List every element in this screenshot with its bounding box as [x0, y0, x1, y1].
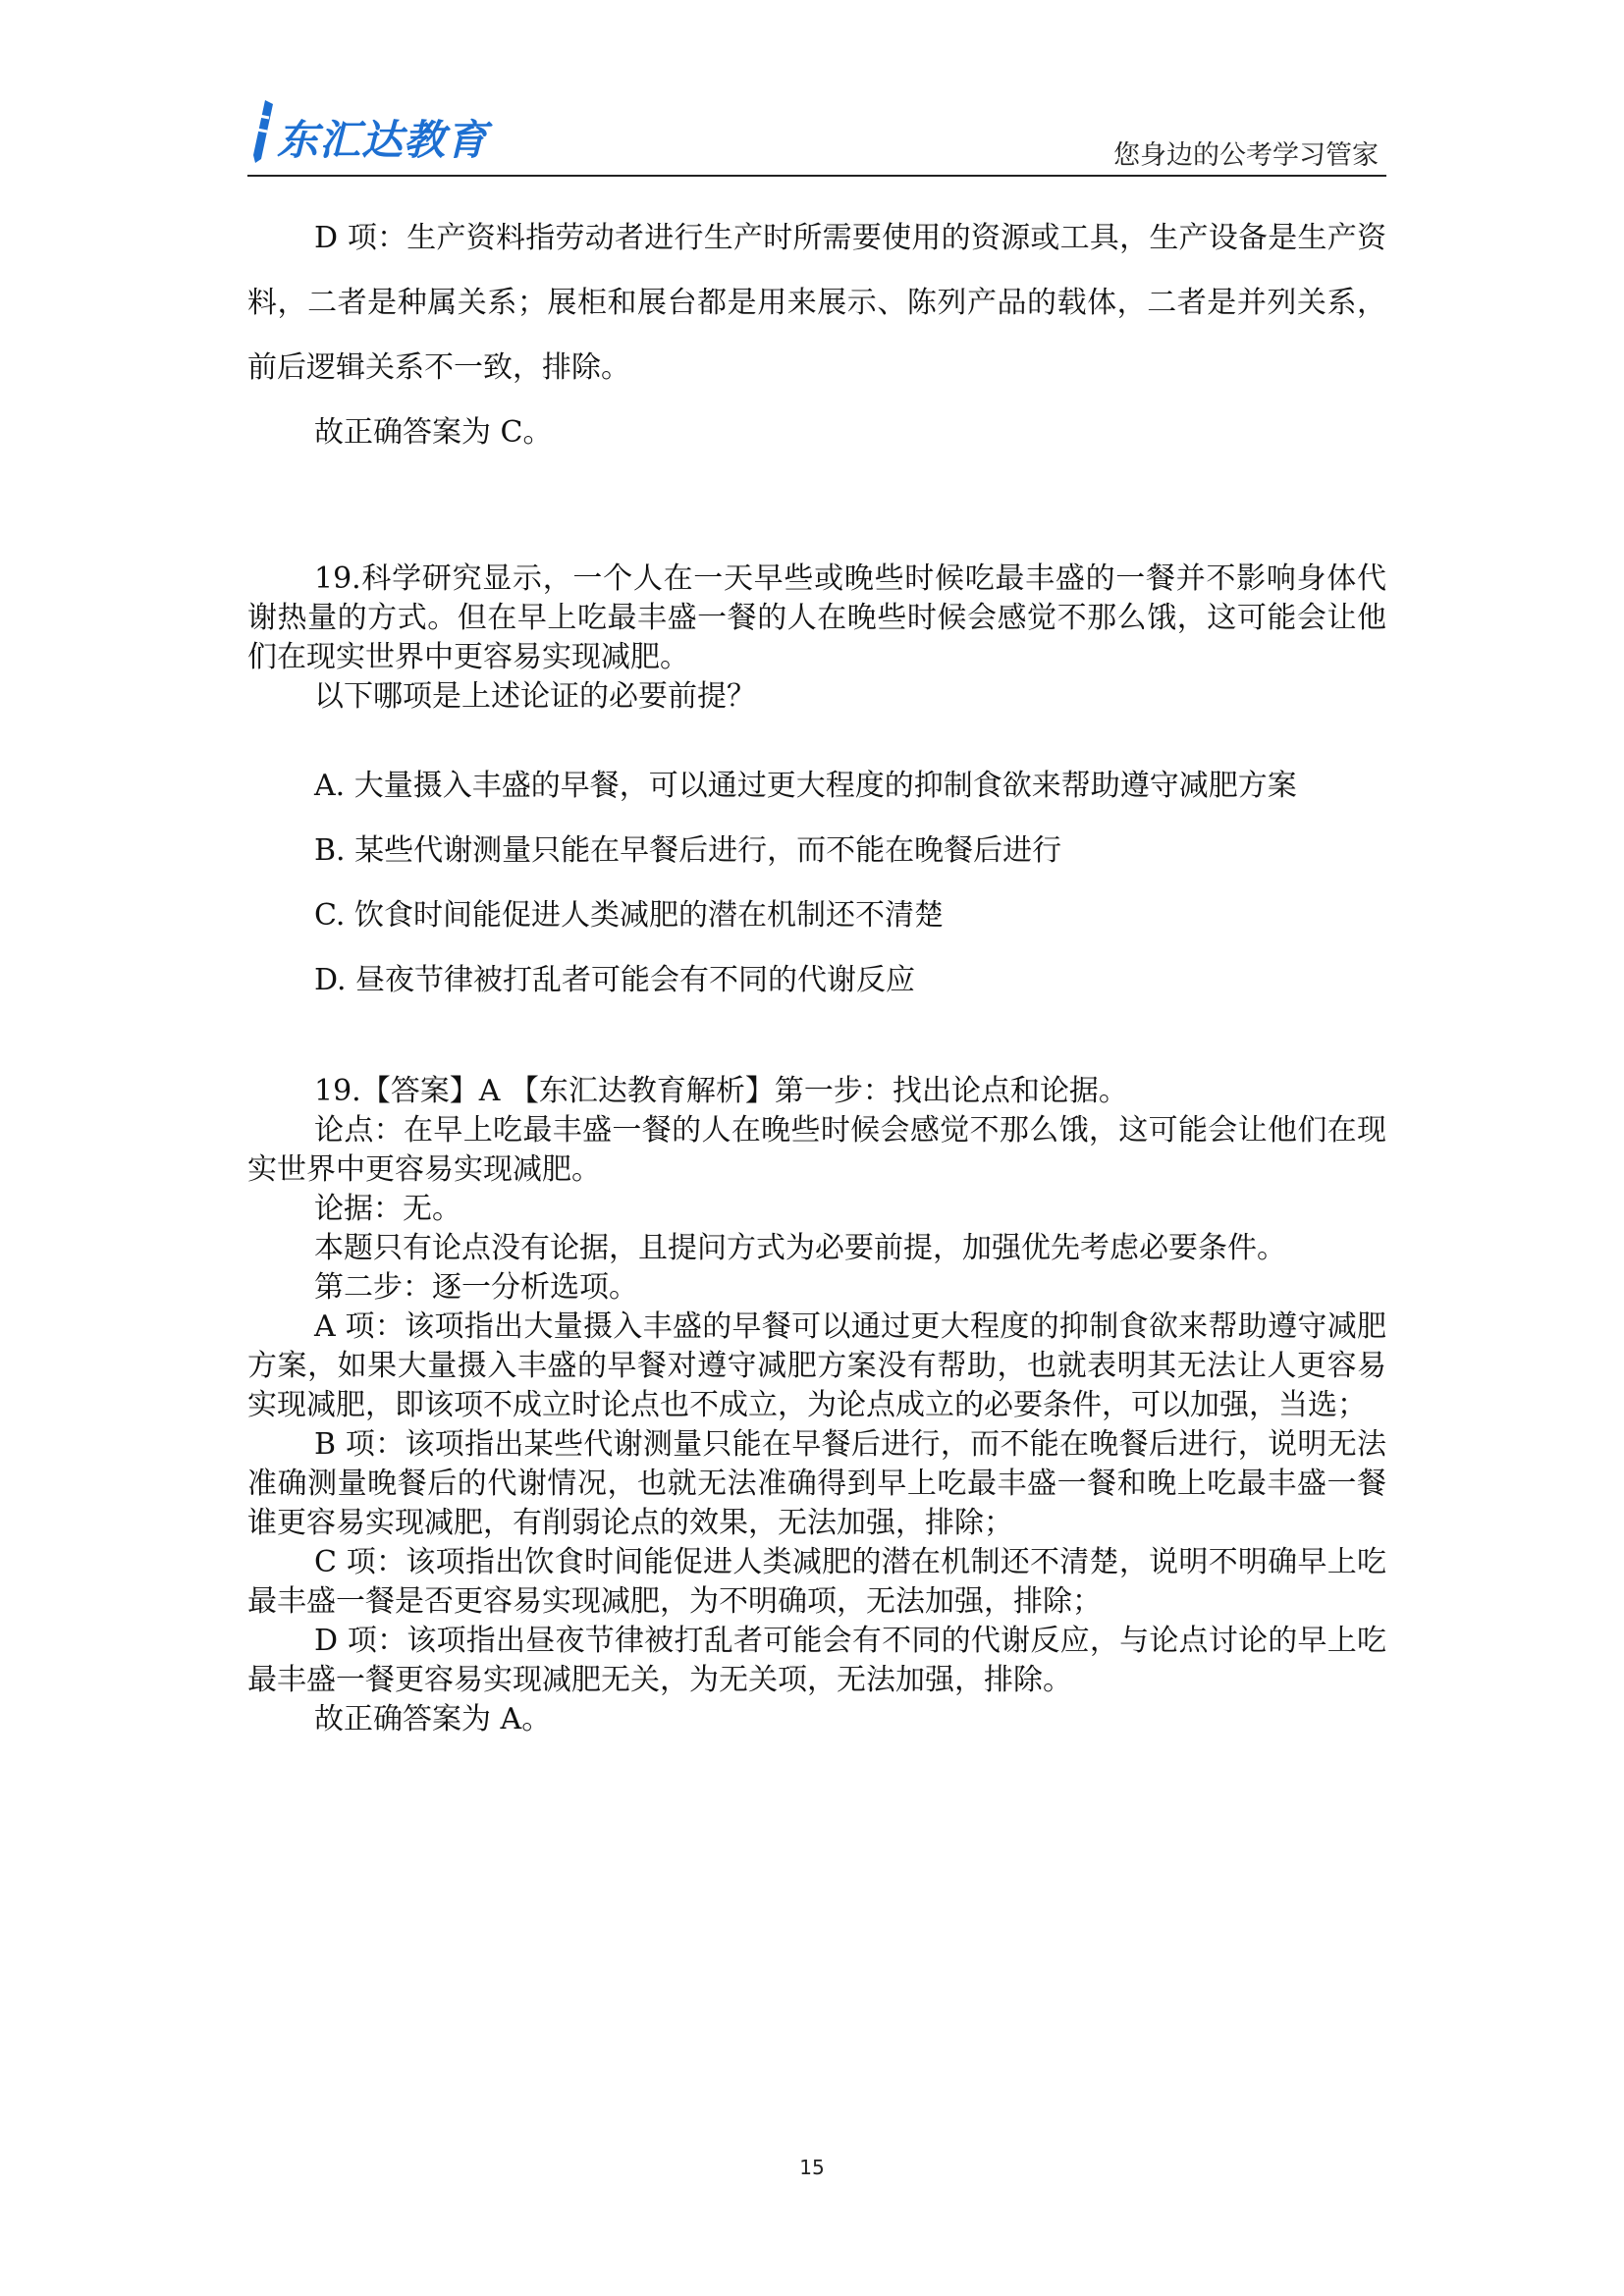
- answer-evidence: 论据：无。: [314, 1192, 461, 1226]
- prev-option-d-analysis: D 项：生产资料指劳动者进行生产时所需要使用的资源或工具，生产设备是生产资料，二者是种属关系；展柜和展台都是用来展示、陈列产品的载体，二者是并列关系，前后逻辑关系不一致，排除。: [247, 221, 1386, 385]
- brand-logo: [247, 90, 493, 169]
- answer-conclusion: 故正确答案为 A。: [314, 1702, 552, 1736]
- answer-item-a: A 项：该项指出大量摄入丰盛的早餐可以通过更大程度的抑制食欲来帮助遵守减肥方案，如果大量摄入丰盛的早餐对遵守减肥方案没有帮助，也就表明其无法让人更容易实现减肥，即该项不成立时论点也不成立，为论点成立的必要条件，可以加强，当选；: [247, 1309, 1386, 1422]
- option-d: D. 昼夜节律被打乱者可能会有不同的代谢反应: [314, 963, 916, 997]
- question-prompt: 以下哪项是上述论证的必要前提？: [314, 679, 756, 714]
- spacer: [247, 717, 1386, 754]
- answer-item-c: C 项：该项指出饮食时间能促进人类减肥的潜在机制还不清楚，说明不明确早上吃最丰盛一餐是否更容易实现减肥，为不明确项，无法加强，排除；: [247, 1545, 1386, 1619]
- spacer: [247, 465, 1386, 560]
- page-number: 15: [799, 2156, 825, 2179]
- header-slogan: 您身边的公考学习管家: [1113, 140, 1379, 171]
- answer-item-b: B 项：该项指出某些代谢测量只能在早餐后进行，而不能在晚餐后进行，说明无法准确测量晚餐后的代谢情况，也就无法准确得到早上吃最丰盛一餐和晚上吃最丰盛一餐谁更容易实现减肥，有削弱论点的效果，无法加强，排除；: [247, 1427, 1386, 1540]
- option-a: A. 大量摄入丰盛的早餐，可以通过更大程度的抑制食欲来帮助遵守减肥方案: [314, 769, 1297, 803]
- answer-argument: 论点：在早上吃最丰盛一餐的人在晚些时候会感觉不那么饿，这可能会让他们在现实世界中更容易实现减肥。: [247, 1113, 1386, 1187]
- answer-note: 本题只有论点没有论据，且提问方式为必要前提，加强优先考虑必要条件。: [314, 1231, 1286, 1265]
- option-c: C. 饮食时间能促进人类减肥的潜在机制还不清楚: [314, 898, 944, 933]
- spacer: [247, 1013, 1386, 1072]
- option-b: B. 某些代谢测量只能在早餐后进行，而不能在晚餐后进行: [314, 833, 1062, 868]
- pen-icon: [247, 96, 281, 167]
- question-stem: 19.科学研究显示，一个人在一天早些或晚些时候吃最丰盛的一餐并不影响身体代谢热量的方式。但在早上吃最丰盛一餐的人在晚些时候会感觉不那么饿，这可能会让他们在现实世界中更容易实现减肥。: [247, 561, 1386, 674]
- page-content: [247, 206, 1386, 1739]
- prev-conclusion: 故正确答案为 C。: [314, 415, 553, 450]
- answer-item-d: D 项：该项指出昼夜节律被打乱者可能会有不同的代谢反应，与论点讨论的早上吃最丰盛一餐更容易实现减肥无关，为无关项，无法加强，排除。: [247, 1624, 1386, 1697]
- page-header: [247, 90, 1386, 179]
- answer-step2: 第二步：逐一分析选项。: [314, 1270, 638, 1305]
- logo-text: 东汇达教育: [277, 116, 489, 164]
- header-divider: [247, 175, 1386, 177]
- answer-heading: 19.【答案】A 【东汇达教育解析】第一步：找出论点和论据。: [314, 1074, 1128, 1108]
